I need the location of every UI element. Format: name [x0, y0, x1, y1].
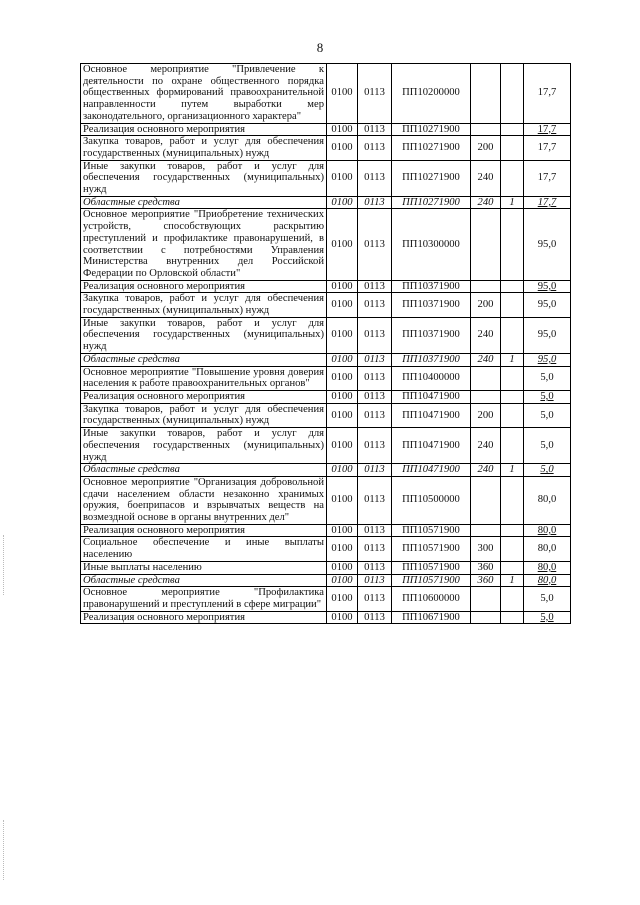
cell-target-article: ПП10471900	[392, 403, 471, 427]
budget-table	[80, 63, 571, 624]
cell-name: Иные закупки товаров, работ и услуг для обеспечения государственных (муниципальных) нужд	[81, 428, 327, 464]
cell-amount: 80,0	[524, 476, 571, 524]
cell-funding-code	[501, 123, 524, 136]
cell-name: Реализация основного мероприятия	[81, 123, 327, 136]
cell-funding-code	[501, 64, 524, 124]
cell-amount: 17,7	[524, 136, 571, 160]
cell-subsection: 0113	[358, 353, 392, 366]
cell-amount: 5,0	[524, 366, 571, 390]
cell-target-article: ПП10600000	[392, 587, 471, 611]
table-row	[81, 390, 571, 403]
cell-section: 0100	[327, 160, 358, 196]
cell-target-article: ПП10200000	[392, 64, 471, 124]
cell-target-article: ПП10471900	[392, 464, 471, 477]
cell-target-article: ПП10371900	[392, 353, 471, 366]
cell-expense-type: 240	[471, 317, 501, 353]
cell-amount: 17,7	[524, 160, 571, 196]
cell-amount: 95,0	[524, 280, 571, 293]
cell-section: 0100	[327, 561, 358, 574]
cell-section: 0100	[327, 524, 358, 537]
cell-funding-code: 1	[501, 464, 524, 477]
cell-expense-type	[471, 366, 501, 390]
cell-funding-code	[501, 476, 524, 524]
cell-subsection: 0113	[358, 317, 392, 353]
cell-target-article: ПП10471900	[392, 428, 471, 464]
cell-funding-code	[501, 293, 524, 317]
cell-target-article: ПП10571900	[392, 574, 471, 587]
table-row	[81, 428, 571, 464]
cell-expense-type: 360	[471, 574, 501, 587]
cell-name: Реализация основного мероприятия	[81, 611, 327, 624]
cell-amount: 95,0	[524, 209, 571, 280]
table-row	[81, 524, 571, 537]
cell-subsection: 0113	[358, 537, 392, 561]
cell-subsection: 0113	[358, 587, 392, 611]
cell-target-article: ПП10571900	[392, 537, 471, 561]
cell-funding-code	[501, 366, 524, 390]
cell-section: 0100	[327, 587, 358, 611]
cell-subsection: 0113	[358, 123, 392, 136]
cell-name: Иные закупки товаров, работ и услуг для обеспечения государственных (муниципальных) нужд	[81, 317, 327, 353]
cell-expense-type	[471, 524, 501, 537]
cell-section: 0100	[327, 574, 358, 587]
cell-expense-type: 360	[471, 561, 501, 574]
table-row	[81, 136, 571, 160]
cell-section: 0100	[327, 293, 358, 317]
cell-target-article: ПП10471900	[392, 390, 471, 403]
table-row	[81, 353, 571, 366]
cell-funding-code	[501, 317, 524, 353]
cell-name: Иные закупки товаров, работ и услуг для обеспечения государственных (муниципальных) нужд	[81, 160, 327, 196]
cell-target-article: ПП10371900	[392, 280, 471, 293]
cell-target-article: ПП10371900	[392, 293, 471, 317]
cell-name: Иные выплаты населению	[81, 561, 327, 574]
table-row	[81, 317, 571, 353]
cell-expense-type: 240	[471, 353, 501, 366]
cell-subsection: 0113	[358, 574, 392, 587]
cell-expense-type: 200	[471, 293, 501, 317]
cell-name: Областные средства	[81, 353, 327, 366]
cell-subsection: 0113	[358, 160, 392, 196]
cell-amount: 95,0	[524, 317, 571, 353]
cell-expense-type: 300	[471, 537, 501, 561]
cell-section: 0100	[327, 537, 358, 561]
cell-amount: 17,7	[524, 64, 571, 124]
scan-edge-mark	[3, 535, 6, 595]
cell-target-article: ПП10571900	[392, 524, 471, 537]
cell-section: 0100	[327, 317, 358, 353]
cell-target-article: ПП10271900	[392, 136, 471, 160]
cell-name: Областные средства	[81, 464, 327, 477]
cell-target-article: ПП10500000	[392, 476, 471, 524]
cell-subsection: 0113	[358, 428, 392, 464]
cell-funding-code	[501, 209, 524, 280]
cell-target-article: ПП10671900	[392, 611, 471, 624]
cell-amount: 80,0	[524, 524, 571, 537]
cell-expense-type	[471, 611, 501, 624]
cell-target-article: ПП10571900	[392, 561, 471, 574]
cell-name: Основное мероприятие "Организация добровольной сдачи населением области незаконно хранимых оружия, боеприпасов и взрывчатых веществ на возмездной основе в органы внутренних дел"	[81, 476, 327, 524]
cell-amount: 80,0	[524, 537, 571, 561]
scan-edge-mark	[3, 820, 6, 880]
cell-amount: 5,0	[524, 587, 571, 611]
cell-name: Закупка товаров, работ и услуг для обеспечения государственных (муниципальных) нужд	[81, 293, 327, 317]
cell-target-article: ПП10271900	[392, 160, 471, 196]
cell-expense-type: 240	[471, 196, 501, 209]
cell-subsection: 0113	[358, 136, 392, 160]
cell-section: 0100	[327, 611, 358, 624]
table-row	[81, 160, 571, 196]
cell-expense-type: 200	[471, 136, 501, 160]
cell-target-article: ПП10300000	[392, 209, 471, 280]
cell-name: Реализация основного мероприятия	[81, 390, 327, 403]
cell-funding-code	[501, 136, 524, 160]
table-row	[81, 123, 571, 136]
cell-amount: 5,0	[524, 464, 571, 477]
cell-expense-type	[471, 280, 501, 293]
cell-subsection: 0113	[358, 293, 392, 317]
cell-expense-type	[471, 587, 501, 611]
cell-name: Основное мероприятие "Повышение уровня доверия населения к работе правоохранительных органов"	[81, 366, 327, 390]
cell-name: Основное мероприятие "Профилактика правонарушений и преступлений в сфере миграции"	[81, 587, 327, 611]
cell-target-article: ПП10400000	[392, 366, 471, 390]
cell-name: Областные средства	[81, 574, 327, 587]
cell-amount: 5,0	[524, 403, 571, 427]
table-row	[81, 561, 571, 574]
table-row	[81, 537, 571, 561]
table-row	[81, 366, 571, 390]
cell-section: 0100	[327, 476, 358, 524]
cell-name: Социальное обеспечение и иные выплаты населению	[81, 537, 327, 561]
cell-subsection: 0113	[358, 476, 392, 524]
cell-subsection: 0113	[358, 196, 392, 209]
table-row	[81, 464, 571, 477]
cell-expense-type: 240	[471, 428, 501, 464]
cell-expense-type: 240	[471, 160, 501, 196]
table-row	[81, 574, 571, 587]
cell-amount: 80,0	[524, 561, 571, 574]
cell-section: 0100	[327, 464, 358, 477]
cell-funding-code: 1	[501, 353, 524, 366]
page-number: 8	[316, 40, 324, 55]
cell-subsection: 0113	[358, 209, 392, 280]
cell-amount: 95,0	[524, 353, 571, 366]
cell-name: Областные средства	[81, 196, 327, 209]
cell-section: 0100	[327, 403, 358, 427]
cell-funding-code	[501, 160, 524, 196]
cell-subsection: 0113	[358, 390, 392, 403]
cell-name: Основное мероприятие "Приобретение технических устройств, способствующих раскрытию преступлений и профилактике правонарушений, в соответствии с потребностями Управления Министерства внутренних дел Российской Федерации по Орловской области"	[81, 209, 327, 280]
cell-funding-code	[501, 587, 524, 611]
cell-target-article: ПП10371900	[392, 317, 471, 353]
table-row	[81, 587, 571, 611]
cell-funding-code	[501, 280, 524, 293]
cell-amount: 17,7	[524, 123, 571, 136]
cell-section: 0100	[327, 64, 358, 124]
table-row	[81, 280, 571, 293]
cell-name: Закупка товаров, работ и услуг для обеспечения государственных (муниципальных) нужд	[81, 403, 327, 427]
cell-section: 0100	[327, 353, 358, 366]
cell-section: 0100	[327, 136, 358, 160]
table-row	[81, 611, 571, 624]
cell-section: 0100	[327, 366, 358, 390]
cell-funding-code: 1	[501, 196, 524, 209]
cell-name: Реализация основного мероприятия	[81, 280, 327, 293]
table-row	[81, 403, 571, 427]
cell-section: 0100	[327, 428, 358, 464]
cell-funding-code	[501, 428, 524, 464]
table-row	[81, 293, 571, 317]
cell-amount: 5,0	[524, 390, 571, 403]
cell-funding-code	[501, 390, 524, 403]
cell-expense-type	[471, 390, 501, 403]
cell-funding-code	[501, 537, 524, 561]
cell-subsection: 0113	[358, 561, 392, 574]
cell-funding-code	[501, 524, 524, 537]
cell-name: Закупка товаров, работ и услуг для обеспечения государственных (муниципальных) нужд	[81, 136, 327, 160]
cell-funding-code	[501, 561, 524, 574]
cell-expense-type: 240	[471, 464, 501, 477]
table-row	[81, 209, 571, 280]
cell-expense-type: 200	[471, 403, 501, 427]
cell-section: 0100	[327, 196, 358, 209]
cell-funding-code	[501, 403, 524, 427]
table-row	[81, 476, 571, 524]
cell-name: Реализация основного мероприятия	[81, 524, 327, 537]
cell-expense-type	[471, 123, 501, 136]
cell-funding-code	[501, 611, 524, 624]
cell-subsection: 0113	[358, 464, 392, 477]
cell-target-article: ПП10271900	[392, 196, 471, 209]
cell-section: 0100	[327, 123, 358, 136]
cell-section: 0100	[327, 209, 358, 280]
cell-section: 0100	[327, 390, 358, 403]
table-row	[81, 196, 571, 209]
cell-expense-type	[471, 64, 501, 124]
cell-subsection: 0113	[358, 64, 392, 124]
cell-section: 0100	[327, 280, 358, 293]
cell-expense-type	[471, 476, 501, 524]
cell-subsection: 0113	[358, 366, 392, 390]
cell-expense-type	[471, 209, 501, 280]
cell-subsection: 0113	[358, 403, 392, 427]
table-row	[81, 64, 571, 124]
cell-subsection: 0113	[358, 611, 392, 624]
cell-target-article: ПП10271900	[392, 123, 471, 136]
budget-table-body	[81, 64, 571, 624]
cell-name: Основное мероприятие "Привлечение к деятельности по охране общественного порядка общественных формирований правоохранительной направленности путем выработки мер законодательного, организационного характера"	[81, 64, 327, 124]
cell-subsection: 0113	[358, 524, 392, 537]
cell-amount: 5,0	[524, 611, 571, 624]
cell-amount: 5,0	[524, 428, 571, 464]
cell-amount: 95,0	[524, 293, 571, 317]
cell-amount: 17,7	[524, 196, 571, 209]
cell-amount: 80,0	[524, 574, 571, 587]
cell-subsection: 0113	[358, 280, 392, 293]
cell-funding-code: 1	[501, 574, 524, 587]
